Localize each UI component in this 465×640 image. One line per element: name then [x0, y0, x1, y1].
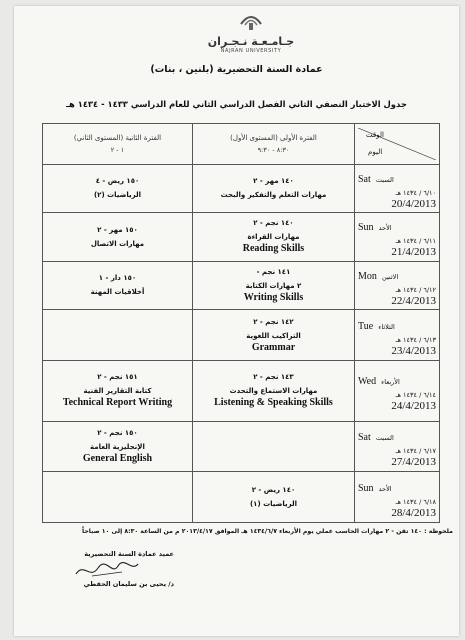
course-code: ١٤٠ نجم - ٢: [253, 219, 294, 228]
day-english: Wed: [358, 376, 377, 388]
corner-header-cell: [355, 124, 440, 165]
corner-day-label: اليوم: [368, 147, 383, 156]
first-period-header: [192, 124, 354, 165]
course-code: ١٤٠ مهر - ٢: [253, 177, 294, 186]
day-arabic: السبت: [375, 175, 394, 184]
course-name: مهارات التعلم والتفكير والبحث: [220, 191, 327, 200]
day-english: Mon: [358, 270, 377, 282]
day-arabic: الثلاثاء: [378, 322, 395, 331]
course-name: مهارات القراءة: [247, 233, 300, 242]
day-arabic: الاثنين: [382, 272, 399, 281]
footnote: ملحوظة : ١٤٠ تقن - ٢ مهارات الحاسب عملي يوم الأربعاء ١٤٣٤/٦/٧ هـ الموافق ٢٠١٣/٤/١٧ م من الساعة ٨:٣٠ إلى ١٠ صباحاً: [82, 528, 453, 535]
course-name-english: Writing Skills: [243, 291, 304, 303]
day-arabic: الأربعاء: [381, 378, 400, 387]
course-name: ٢ مهارات الكتابة: [245, 281, 302, 290]
course-name: الرياضيات (٢): [93, 191, 141, 200]
course-name: كتابة التقارير الفنية: [83, 387, 152, 396]
course-name: مهارات الاستماع والتحدث: [229, 387, 318, 396]
day-arabic: الأحد: [378, 224, 392, 233]
course-code: ١٥١ نجم - ٢: [97, 373, 138, 382]
day-english: Tue: [358, 320, 374, 332]
day-cell: [355, 360, 440, 421]
day-cell: [355, 164, 440, 213]
logo-arabic-text: جـامـعـة نـجـران: [207, 35, 295, 48]
course-name: أخلاقيات المهنة: [90, 288, 145, 297]
gregorian-date: 28/4/2013: [391, 506, 436, 519]
gregorian-date: 20/4/2013: [391, 197, 436, 210]
gregorian-date: 21/4/2013: [391, 246, 436, 259]
first-period-label: الفترة الأولى (المستوى الأول): [230, 133, 317, 142]
first-period-cell: [192, 472, 354, 523]
table-row: [43, 360, 440, 421]
course-name: مهارات الاتصال: [90, 239, 145, 248]
gregorian-date: 24/4/2013: [391, 400, 436, 413]
second-period-cell: [43, 472, 193, 523]
second-period-label: الفترة الثانية (المستوى الثاني): [73, 133, 162, 142]
course-code: ١٤١ نجم -: [256, 267, 291, 276]
first-period-cell: [192, 213, 354, 262]
university-logo: [206, 10, 296, 54]
table-row: [43, 472, 440, 523]
signatory-name: د/ يحيى بن سليمان الحقطي: [83, 580, 174, 588]
first-period-cell: [192, 261, 354, 310]
table-header-row: [43, 124, 440, 165]
day-english: Sat: [358, 431, 371, 443]
table-row: [43, 310, 440, 361]
hijri-date: ٦/١٨ / ١٤٣٤ هـ: [395, 497, 436, 506]
corner-time-label: الوقت: [366, 130, 384, 139]
table-row: [43, 421, 440, 472]
gregorian-date: 27/4/2013: [391, 455, 436, 468]
course-code: ١٤٠ ريض - ٢: [251, 486, 296, 495]
second-period-cell: [43, 360, 193, 421]
course-name-english: General English: [82, 452, 153, 464]
day-english: Sun: [358, 482, 374, 494]
course-code: ١٥٠ دار - ١: [98, 274, 137, 283]
course-code: ١٤٣ نجم - ٢: [253, 373, 294, 382]
course-name-english: Reading Skills: [242, 243, 305, 255]
second-period-time: ١ - ٢: [110, 145, 125, 154]
hijri-date: ٦/١٣ / ١٤٣٤ هـ: [395, 335, 436, 344]
course-name-english: Technical Report Writing: [62, 397, 173, 409]
gregorian-date: 23/4/2013: [391, 344, 436, 357]
day-cell: [355, 421, 440, 472]
day-english: Sun: [358, 222, 374, 234]
hijri-date: ٦/١٢ / ١٤٣٤ هـ: [395, 285, 436, 294]
second-period-cell: [43, 261, 193, 310]
signatory-title: عميد عمادة السنة التحضيرية: [84, 550, 174, 558]
course-name: التراكيب اللغوية: [246, 331, 301, 340]
signature-block: [24, 550, 174, 588]
university-emblem-icon: [238, 10, 264, 32]
table-row: [43, 213, 440, 262]
second-period-cell: [43, 213, 193, 262]
day-arabic: الأحد: [378, 484, 392, 493]
handwritten-signature-icon: [72, 558, 142, 582]
course-name-english: Listening & Speaking Skills: [214, 397, 333, 409]
course-name: الرياضيات (١): [249, 500, 297, 509]
exam-schedule-table: [42, 123, 440, 523]
second-period-cell: [43, 164, 193, 213]
day-arabic: السبت: [375, 433, 394, 442]
second-period-header: [43, 124, 193, 165]
second-period-cell: [43, 421, 193, 472]
course-code: ١٥٠ نجم - ٢: [97, 428, 138, 437]
first-period-cell: [192, 310, 354, 361]
course-code: ١٥٠ ريض - ٤: [95, 177, 140, 186]
day-english: Sat: [358, 173, 371, 185]
course-name-english: Grammar: [251, 341, 296, 353]
schedule-title: جدول الاختبار النصفي الثاني الفصل الدراسي الثاني للعام الدراسي ١٤٣٣ - ١٤٣٤ هـ: [66, 99, 407, 109]
day-cell: [355, 261, 440, 310]
table-row: [43, 261, 440, 310]
course-code: ١٥٠ مهر - ٢: [97, 225, 138, 234]
gregorian-date: 22/4/2013: [391, 294, 436, 307]
first-period-cell: [192, 421, 354, 472]
course-code: ١٤٢ نجم - ٢: [253, 317, 294, 326]
first-period-cell: [192, 360, 354, 421]
first-period-time: ٨:٣٠ - ٩:٣٠: [257, 145, 290, 154]
day-cell: [355, 213, 440, 262]
hijri-date: ٦/١٤ / ١٤٣٤ هـ: [395, 391, 436, 400]
first-period-cell: [192, 164, 354, 213]
course-name: الإنجليزية العامة: [90, 442, 145, 451]
hijri-date: ٦/١٠ / ١٤٣٤ هـ: [395, 188, 436, 197]
hijri-date: ٦/١٧ / ١٤٣٤ هـ: [395, 446, 436, 455]
day-cell: [355, 310, 440, 361]
deanship-title: عمادة السنة التحضيرية (بلنين ، بنات): [150, 64, 323, 75]
second-period-cell: [43, 310, 193, 361]
hijri-date: ٦/١١ / ١٤٣٤ هـ: [395, 237, 436, 246]
table-row: [43, 164, 440, 213]
day-cell: [355, 472, 440, 523]
logo-english-text: NAJRAN UNIVERSITY: [220, 48, 282, 54]
